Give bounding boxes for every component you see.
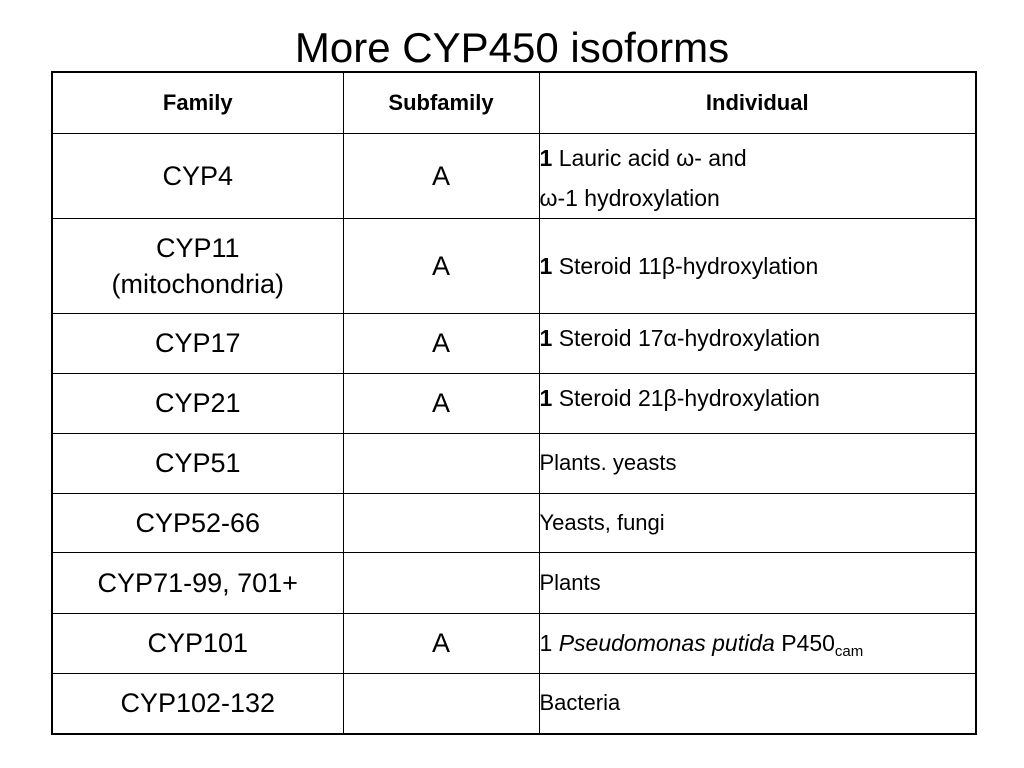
individual-cell: Yeasts, fungi — [539, 493, 976, 552]
individual-cell — [539, 313, 976, 373]
subfamily-cell: A — [343, 373, 539, 433]
family-cell: CYP101 — [52, 613, 343, 673]
table-row — [52, 673, 976, 734]
table-row — [52, 218, 976, 313]
subfamily-cell — [343, 433, 539, 493]
individual-number: 1 — [539, 252, 553, 279]
subfamily-cell: A — [343, 613, 539, 673]
enzyme-subscript: cam — [834, 643, 864, 660]
slide-title: More CYP450 isoforms — [294, 24, 730, 71]
table-row — [52, 493, 976, 552]
table-row — [52, 433, 976, 493]
family-cell: CYP71-99, 701+ — [52, 552, 343, 613]
individual-cell — [539, 218, 976, 313]
header-individual: Individual — [539, 72, 976, 133]
family-cell: CYP51 — [52, 433, 343, 493]
enzyme-name: P450 — [781, 630, 835, 656]
subfamily-cell: A — [343, 133, 539, 218]
individual-cell — [539, 133, 976, 218]
individual-cell: Bacteria — [539, 673, 976, 734]
table-row — [52, 373, 976, 433]
table-row — [52, 133, 976, 218]
isoforms-table — [51, 71, 977, 735]
table-row — [52, 613, 976, 673]
header-subfamily: Subfamily — [343, 72, 539, 133]
subfamily-cell: A — [343, 313, 539, 373]
individual-text: Lauric acid ω- and — [558, 144, 747, 171]
individual-cell: Plants. yeasts — [539, 433, 976, 493]
individual-cell — [539, 613, 976, 673]
family-cell: CYP4 — [52, 133, 343, 218]
family-cell: CYP17 — [52, 313, 343, 373]
family-cell — [52, 218, 343, 313]
individual-number: 1 — [539, 630, 553, 656]
species-name: Pseudomonas putida — [558, 630, 775, 656]
subfamily-cell — [343, 493, 539, 552]
family-text: CYP11 — [155, 232, 240, 263]
family-cell: CYP102-132 — [52, 673, 343, 734]
family-note: (mitochondria) — [111, 268, 285, 299]
table-row — [52, 313, 976, 373]
individual-cell: Plants — [539, 552, 976, 613]
individual-number: 1 — [539, 144, 553, 171]
individual-text: Steroid 17α-hydroxylation — [558, 324, 821, 351]
subfamily-cell — [343, 673, 539, 734]
individual-number: 1 — [539, 324, 553, 351]
header-family: Family — [52, 72, 343, 133]
individual-text: Steroid 11β-hydroxylation — [558, 252, 819, 279]
family-cell: CYP52-66 — [52, 493, 343, 552]
individual-text: ω-1 hydroxylation — [539, 184, 720, 211]
individual-number: 1 — [539, 384, 553, 411]
family-cell: CYP21 — [52, 373, 343, 433]
subfamily-cell: A — [343, 218, 539, 313]
table-header-row — [52, 72, 976, 133]
individual-cell — [539, 373, 976, 433]
subfamily-cell — [343, 552, 539, 613]
individual-text: Steroid 21β-hydroxylation — [558, 384, 820, 411]
table-row — [52, 552, 976, 613]
